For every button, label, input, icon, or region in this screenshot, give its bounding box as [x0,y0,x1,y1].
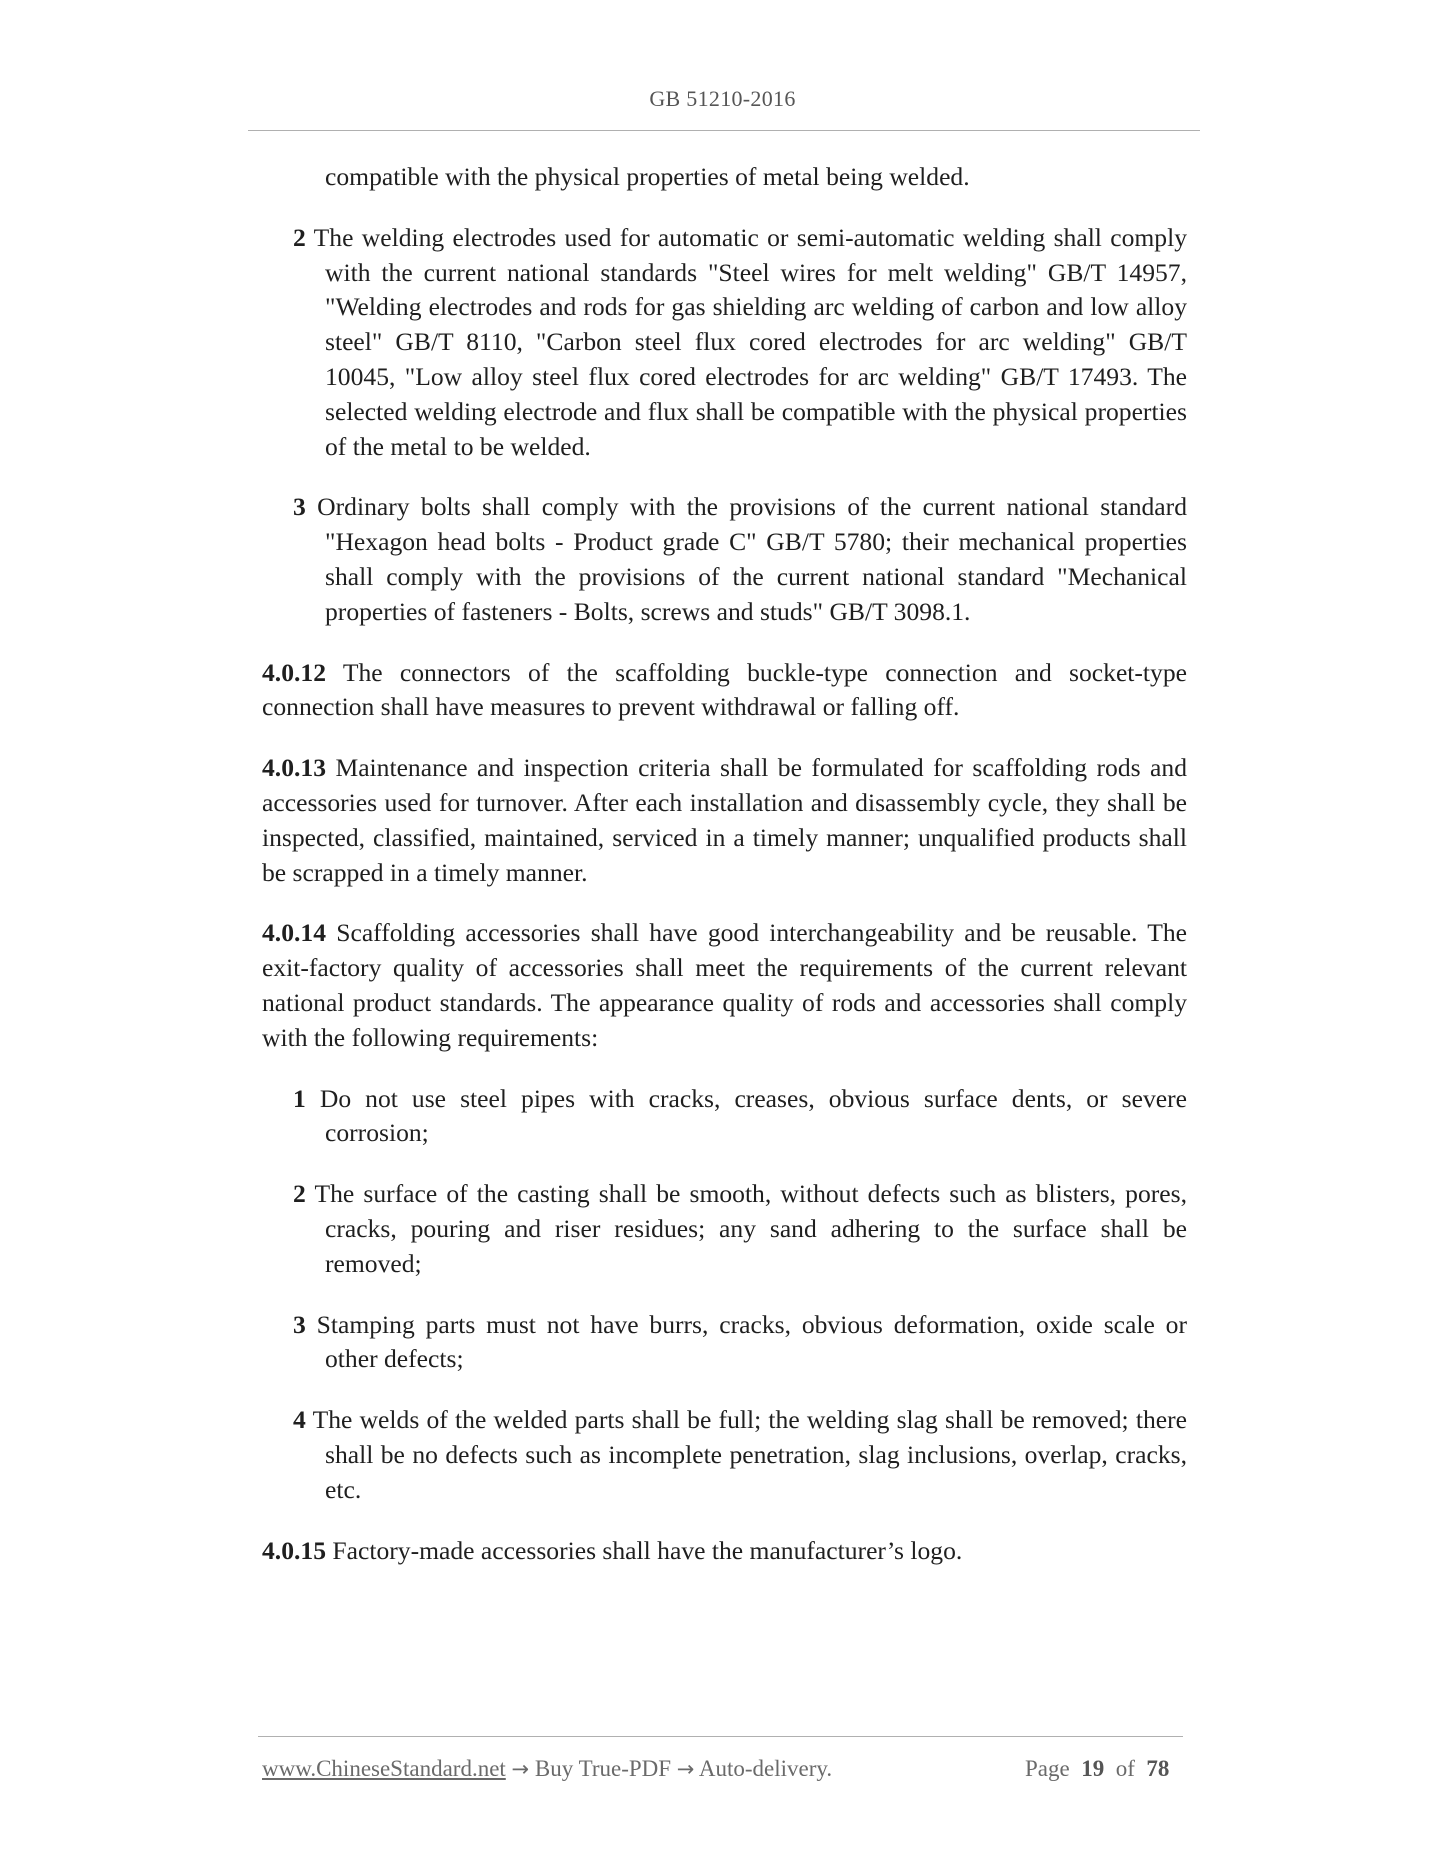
page-number: 19 [1081,1756,1105,1781]
clause-number: 4.0.13 [262,753,326,783]
list-item [262,490,1187,629]
list-item [262,1308,1187,1378]
page-label: Page [1025,1756,1070,1781]
page-indicator [1025,1756,1169,1782]
continued-paragraph: compatible with the physical properties of metal being welded. [325,162,970,191]
page-total: 78 [1146,1756,1170,1781]
clause-text: Scaffolding accessories shall have good interchangeability and be reusable. The exit-factory quality of accessories shall meet the requirements of the current relevant national product standards. The appearance quality of rods and accessories shall comply with the following requirements: [262,918,1187,1052]
list-item-text: Ordinary bolts shall comply with the provisions of the current national standard "Hexagon head bolts - Product grade C" GB/T 5780; their mechanical properties shall comply with the provisions of the current national standard "Mechanical properties of fasteners - Bolts, screws and studs" GB/T 3098.1. [317,492,1187,626]
list-item-text: The surface of the casting shall be smooth, without defects such as blisters, pores, cracks, pouring and riser residues; any sand adhering to the surface shall be removed; [314,1179,1187,1278]
list-item-number: 2 [293,1179,306,1209]
clause-paragraph [262,916,1187,1055]
footer-promo [262,1756,832,1782]
of-label: of [1115,1756,1135,1781]
clause-text: Factory-made accessories shall have the manufacturer’s logo. [332,1535,963,1565]
list-item-text: The welds of the welded parts shall be full; the welding slag shall be removed; there shall be no defects such as incomplete penetration, slag inclusions, overlap, cracks, etc. [312,1405,1187,1504]
list-item [262,1177,1187,1281]
header-divider [248,130,1200,131]
list-item-number: 4 [293,1405,306,1435]
list-item-text: Stamping parts must not have burrs, cracks, obvious deformation, oxide scale or other defects; [316,1309,1187,1374]
list-item [262,1403,1187,1507]
footer-divider [258,1736,1183,1737]
list-item [262,221,1187,465]
list-item-text: Do not use steel pipes with cracks, creases, obvious surface dents, or severe corrosion; [319,1083,1187,1148]
clause-paragraph [262,751,1187,890]
website-link[interactable]: www.ChineseStandard.net [262,1756,506,1781]
clause-number: 4.0.12 [262,657,326,687]
list-item-number: 3 [293,492,306,522]
auto-delivery-text: Auto-delivery. [698,1756,833,1781]
list-item-number: 3 [293,1309,306,1339]
arrow-right-icon: → [511,1757,530,1781]
list-item-number: 1 [293,1083,306,1113]
clause-text: The connectors of the scaffolding buckle-type connection and socket-type connection shall have measures to prevent withdrawal or falling off. [262,657,1187,722]
document-header: GB 51210-2016 [649,86,796,111]
list-item-number: 2 [293,222,306,252]
clause-paragraph [262,1534,1187,1569]
list-item [262,1082,1187,1152]
clause-number: 4.0.14 [262,918,326,948]
arrow-right-icon: → [676,1757,695,1781]
buy-pdf-text: Buy True-PDF [534,1756,672,1781]
clause-text: Maintenance and inspection criteria shall be formulated for scaffolding rods and accessories used for turnover. After each installation and disassembly cycle, they shall be inspected, classified, maintained, serviced in a timely manner; unqualified products shall be scrapped in a timely manner. [262,753,1187,887]
list-item-text: The welding electrodes used for automatic or semi-automatic welding shall comply with the current national standards "Steel wires for melt welding" GB/T 14957, "Welding electrodes and rods for gas shielding arc welding of carbon and low alloy steel" GB/T 8110, "Carbon steel flux cored electrodes for arc welding" GB/T 10045, "Low alloy steel flux cored electrodes for arc welding" GB/T 17493. The selected welding electrode and flux shall be compatible with the physical properties of the metal to be welded. [313,222,1187,461]
clause-paragraph [262,656,1187,726]
page-content [262,160,1187,1594]
clause-number: 4.0.15 [262,1535,326,1565]
